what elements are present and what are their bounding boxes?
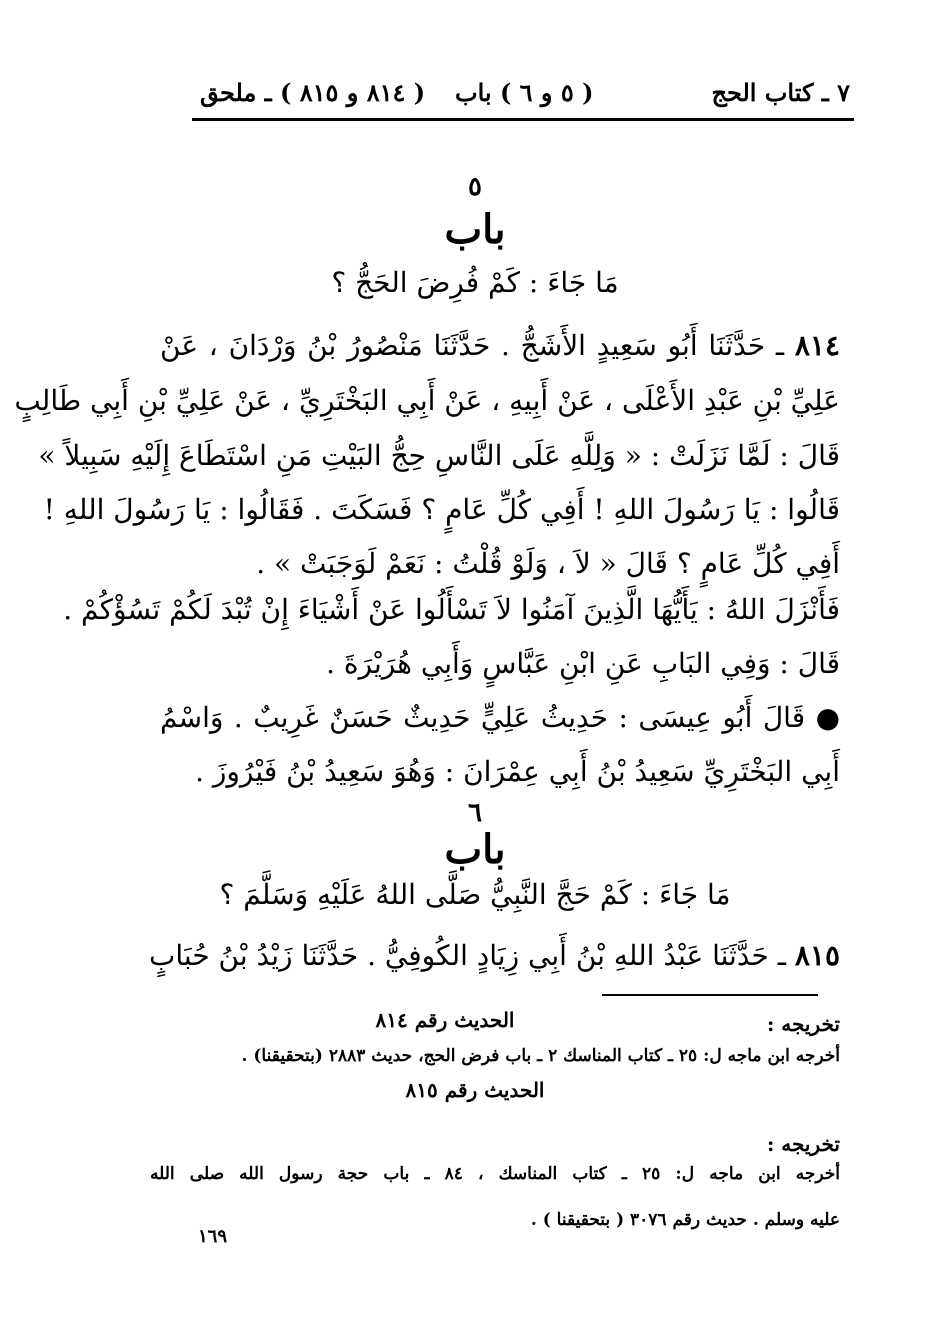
chapter-6-title: مَا جَاءَ : كَمْ حَجَّ النَّبِيُّ صَلَّى اللهُ عَلَيْهِ وَسَلَّمَ ؟ [219,878,731,911]
hadith-815-line-1 [148,934,840,978]
chapter-6-heading: باب [444,826,506,873]
page-number: ١٦٩ [198,1226,228,1247]
header-chapter-ref: ( ٥ و ٦ ) باب [455,78,594,107]
hadith-814-line-7: قَالَ : وَفِي البَابِ عَنِ ابْنِ عَبَّاسٍ وَأَبِي هُرَيْرَةَ . [326,647,840,680]
footnote-815-text-1: أخرجه ابن ماجه ل: ٢٥ ـ كتاب المناسك ، ٨٤ ـ باب حجة رسول الله صلى الله [150,1164,841,1184]
footnote-814-text: أخرجه ابن ماجه ل: ٢٥ ـ كتاب المناسك ٢ ـ باب فرض الحج، حديث ٢٨٨٣ (بتحقيقنا) . [241,1046,840,1066]
hadith-814-text-1: ـ حَدَّثَنَا أَبُو سَعِيدٍ الأَشَجُّ . حَدَّثَنَا مَنْصُورُ بْنُ وَرْدَانَ ، عَنْ [160,329,785,362]
footnote-814-takhrij-label: تخريجه : [766,1012,840,1036]
header-rule [192,118,854,121]
hadith-814-line-5: أَفِي كُلِّ عَامٍ ؟ قَالَ « لاَ ، وَلَوْ قُلْتُ : نَعَمْ لَوَجَبَتْ » . [256,547,840,580]
footnote-815-takhrij-label: تخريجه : [766,1132,840,1156]
hadith-814-line-4: قَالُوا : يَا رَسُولَ اللهِ ! أَفِي كُلِّ عَامٍ ؟ فَسَكَتَ . فَقَالُوا : يَا رَسُولَ اللهِ ! [43,493,840,526]
hadith-815-text: ـ حَدَّثَنَا عَبْدُ اللهِ بْنُ أَبِي زِيَادٍ الكُوفِيُّ . حَدَّثَنَا زَيْدُ بْنُ حُبَابٍ [148,939,786,972]
footnote-rule [602,994,818,996]
header-book-title: ٧ ـ كتاب الحج [711,78,850,107]
header-hadith-range: ( ٨١٤ و ٨١٥ ) ـ ملحق [200,78,426,107]
hadith-815-number: ٨١٥ [794,939,840,972]
footnote-815-text-2: عليه وسلم . حديث رقم ٣٠٧٦ ( بتحقيقنا ) . [530,1210,840,1230]
footnote-814-heading: الحديث رقم ٨١٤ [375,1008,515,1032]
chapter-5-title: مَا جَاءَ : كَمْ فُرِضَ الحَجُّ ؟ [331,266,619,299]
running-header [190,78,850,118]
hadith-814-line-2: عَلِيِّ بْنِ عَبْدِ الأَعْلَى ، عَنْ أَبِيهِ ، عَنْ أَبِي البَخْتَرِيِّ ، عَنْ عَلِيِّ بْنِ أَبِي طَالِبٍ [14,384,840,417]
hadith-814-quran-line: فَأَنْزَلَ اللهُ : يَأَيُّهَا الَّذِينَ آمَنُوا لاَ تَسْأَلُوا عَنْ أَشْيَاءَ إِنْ تُبْدَ لَكُمْ تَسُؤْكُمْ . [63,593,840,626]
chapter-5-heading: باب [444,206,506,253]
chapter-6-number: ٦ [468,798,482,828]
hadith-814-line-3: قَالَ : لَمَّا نَزَلَتْ : « وَلِلَّهِ عَلَى النَّاسِ حِجُّ البَيْتِ مَنِ اسْتَطَاعَ إِلَيْهِ سَبِيلاً » [38,439,840,472]
hadith-814-line-9: أَبِي البَخْتَرِيِّ سَعِيدُ بْنُ أَبِي عِمْرَانَ : وَهُوَ سَعِيدُ بْنُ فَيْرُوزَ . [195,755,840,788]
chapter-5-number: ٥ [468,172,482,202]
hadith-814-line-8: ● قَالَ أَبُو عِيسَى : حَدِيثُ عَلِيٍّ حَدِيثٌ حَسَنٌ غَرِيبٌ . وَاسْمُ [160,701,840,734]
hadith-814-line-1 [160,324,840,368]
hadith-814-number: ٨١٤ [794,329,840,362]
footnote-815-heading: الحديث رقم ٨١٥ [405,1078,545,1102]
